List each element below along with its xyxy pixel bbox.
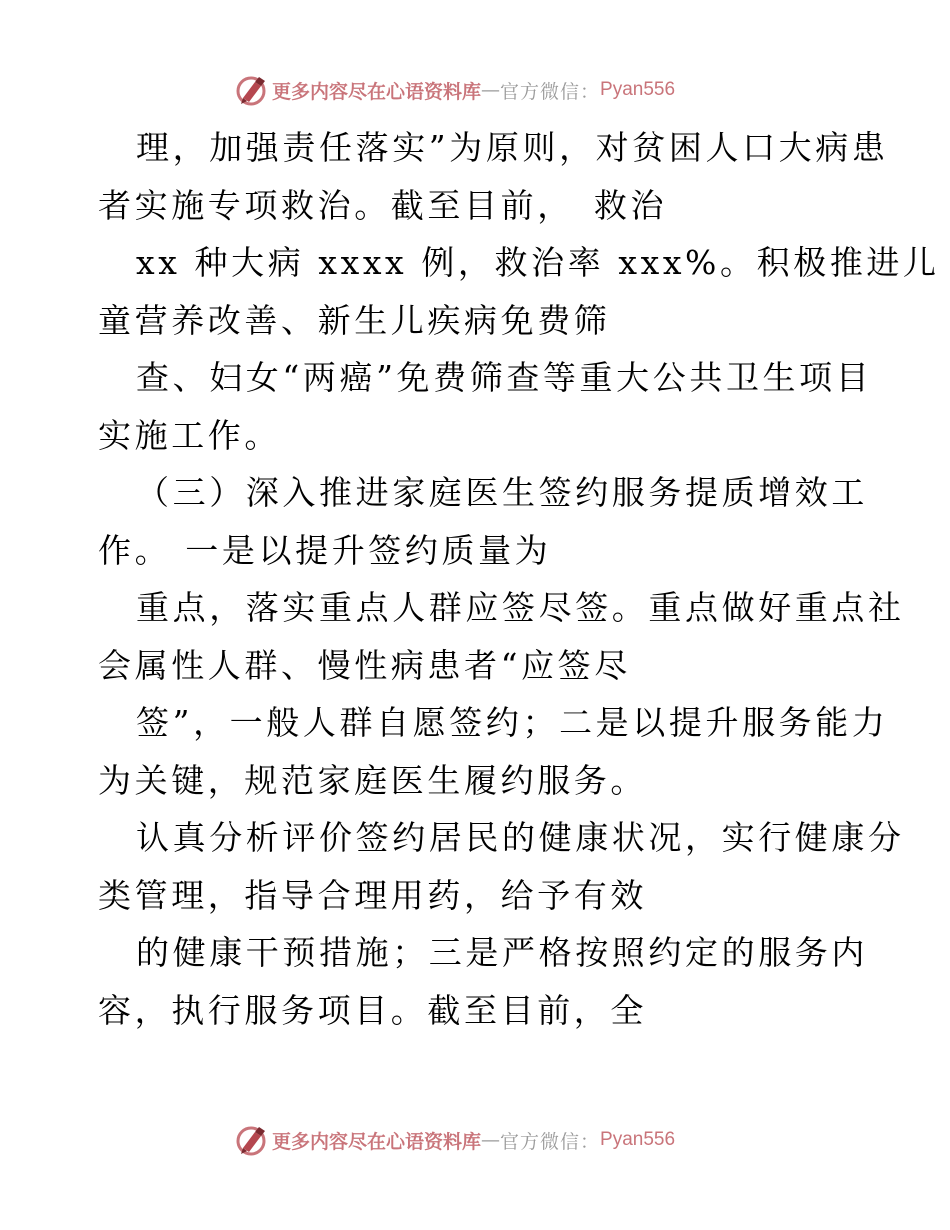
text-line: 认真分析评价签约居民的健康状况，实行健康分 (136, 818, 905, 857)
text-line: 为关键，规范家庭医生履约服务。 (98, 760, 647, 800)
watermark-wechat-label: 官方微信： (500, 1130, 601, 1153)
header-watermark (234, 72, 754, 108)
watermark-wechat-id: Pyan556 (600, 79, 676, 100)
watermark-dash: — (481, 1129, 501, 1151)
footer-watermark (234, 1122, 754, 1158)
text-line: 签”，一般人群自愿签约；二是以提升服务能力 (136, 703, 889, 742)
text-line: 会属性人群、慢性病患者“应签尽 (98, 645, 631, 685)
text-line: 类管理，指导合理用药，给予有效 (98, 875, 647, 915)
watermark-text: 更多内容尽在心语资料库 (272, 80, 482, 103)
watermark-wechat-label: 官方微信： (500, 80, 601, 103)
pen-logo-icon (234, 73, 268, 107)
text-line: 童营养改善、新生儿疾病免费筛 (98, 300, 611, 340)
text-line: xx 种大病 xxxx 例，救治率 xxx%。积极推进儿 (136, 243, 940, 282)
text-line: 理，加强责任落实”为原则，对贫困人口大病患 (136, 128, 889, 167)
text-line: 查、妇女“两癌”免费筛查等重大公共卫生项目 (136, 358, 873, 397)
text-line: 容，执行服务项目。截至目前，全 (98, 990, 647, 1030)
text-line: 作。 一是以提升签约质量为 (98, 530, 552, 570)
text-line: 的健康干预措施；三是严格按照约定的服务内 (136, 933, 868, 972)
text-line: 者实施专项救治。截至目前， 救治 (98, 185, 668, 225)
text-line: 实施工作。 (98, 415, 281, 455)
pen-logo-icon (234, 1123, 268, 1157)
watermark-text: 更多内容尽在心语资料库 (272, 1130, 482, 1153)
watermark-wechat-id: Pyan556 (600, 1129, 676, 1150)
watermark-dash: — (481, 79, 501, 101)
text-line: 重点，落实重点人群应签尽签。重点做好重点社 (136, 588, 905, 627)
document-body (98, 119, 940, 1039)
section-heading-line: （三）深入推进家庭医生签约服务提质增效工 (136, 473, 868, 512)
